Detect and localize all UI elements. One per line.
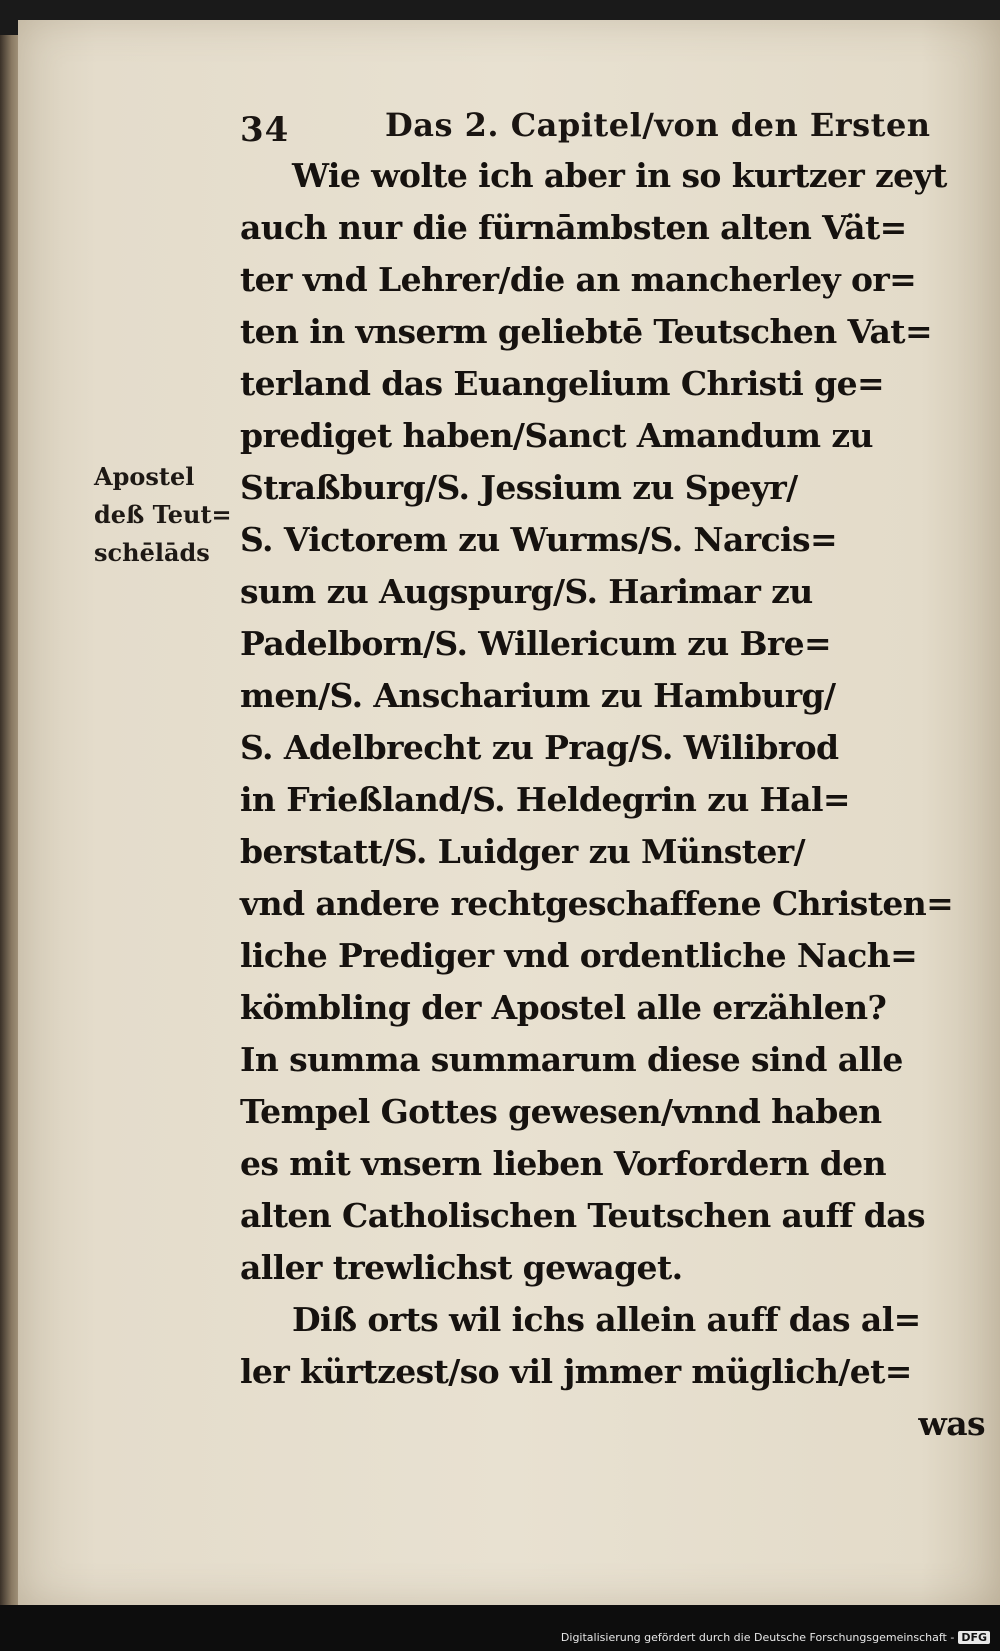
catchword: was [918,1404,985,1443]
running-title: Das 2. Capitel/von den Ersten [385,106,931,144]
text-line: terland das Euangelium Christi ge= [240,364,885,403]
text-line: alten Catholischen Teutschen auff das [240,1196,925,1235]
text-line: aller trewlichst gewaget. [240,1248,683,1287]
text-line: es mit vnsern lieben Vorfordern den [240,1144,887,1183]
scan-bottom-band [0,1605,1000,1651]
body-text [240,150,985,1450]
text-line: sum zu Augspurg/S. Harimar zu [240,572,813,611]
text-line: Wie wolte ich aber in so kurtzer zeyt [292,156,947,195]
digitization-credit [561,1631,990,1644]
text-line: prediget haben/Sanct Amandum zu [240,416,873,455]
text-line: Tempel Gottes gewesen/vnnd haben [240,1092,882,1131]
text-line: in Frießland/S. Heldegrin zu Hal= [240,780,850,819]
text-line: Straßburg/S. Jessium zu Speyr/ [240,468,798,507]
text-line: Diß orts wil ichs allein auff das al= [292,1300,921,1339]
credit-text: Digitalisierung gefördert durch die Deutsche Forschungsgemeinschaft - [560,1631,955,1644]
text-line: In summa summarum diese sind alle [240,1040,903,1079]
text-line: Padelborn/S. Willericum zu Bre= [240,624,832,663]
text-line: ler kürtzest/so vil jmmer müglich/et= [240,1352,912,1391]
text-line: S. Victorem zu Wurms/S. Narcis= [240,520,838,559]
marginal-note [94,458,234,572]
text-line: kömbling der Apostel alle erzählen? [240,988,887,1027]
marginal-note-line: Apostel [94,462,195,491]
dfg-logo: DFG [958,1631,990,1644]
marginal-note-line: schēlāds [94,538,210,567]
text-line: men/S. Anscharium zu Hamburg/ [240,676,836,715]
text-line: S. Adelbrecht zu Prag/S. Wilibrod [240,728,839,767]
text-line: auch nur die fürnāmbsten alten Vät= [240,208,907,247]
text-line: ter vnd Lehrer/die an mancherley or= [240,260,917,299]
text-line: berstatt/S. Luidger zu Münster/ [240,832,805,871]
page-number: 34 [240,110,290,150]
text-line: vnd andere rechtgeschaffene Christen= [240,884,954,923]
marginal-note-line: deß Teut= [94,500,232,529]
page-header [240,104,931,150]
text-line: ten in vnserm geliebtē Teutschen Vat= [240,312,933,351]
text-line: liche Prediger vnd ordentliche Nach= [240,936,918,975]
